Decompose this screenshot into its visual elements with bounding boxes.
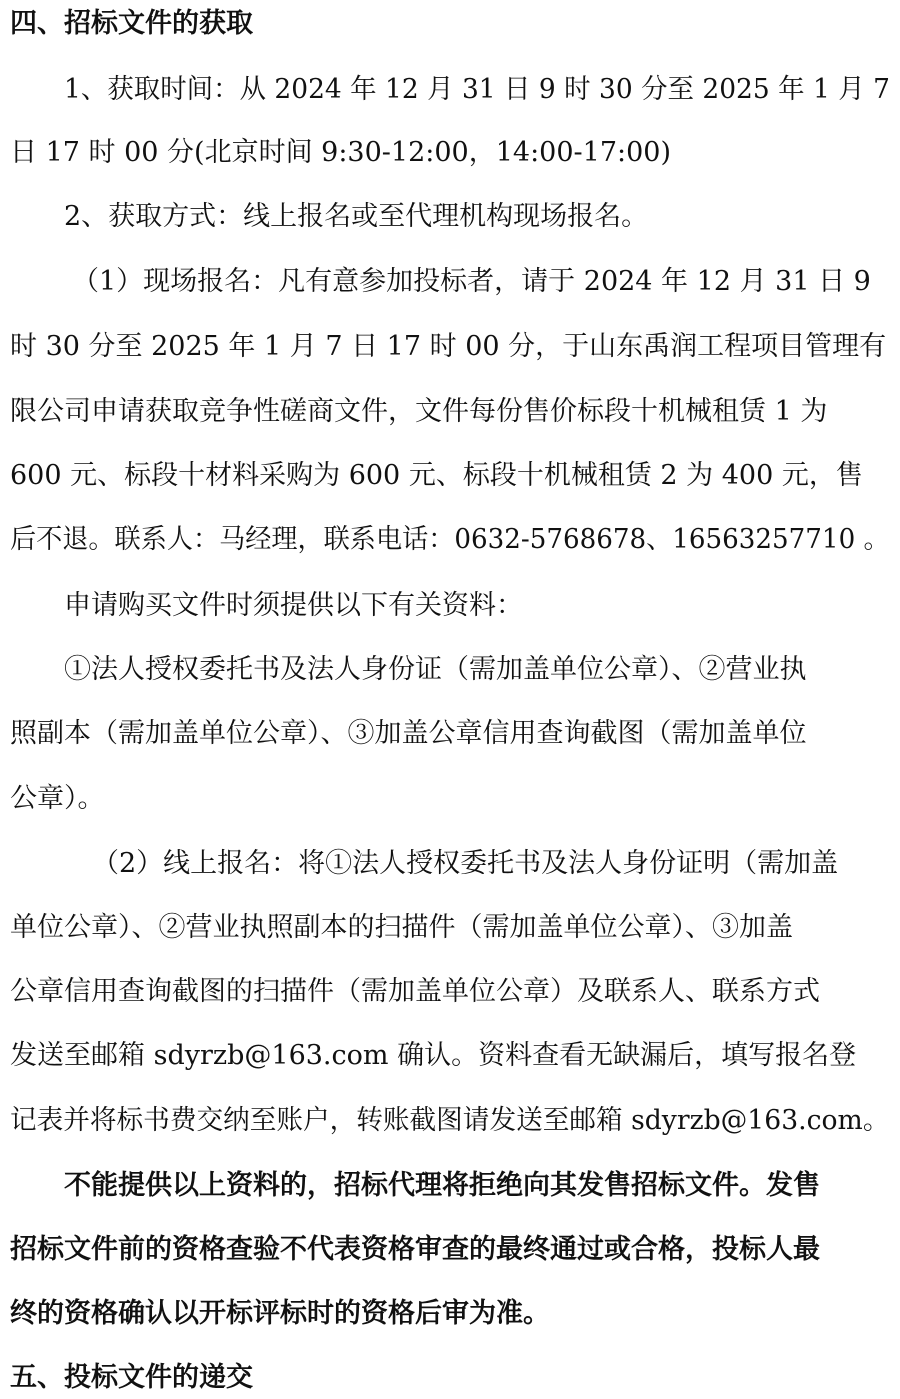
online-registration-line-2: 单位公章）、②营业执照副本的扫描件（需加盖单位公章）、③加盖: [10, 912, 793, 943]
acquire-method-line: 2、获取方式：线上报名或至代理机构现场报名。: [64, 201, 649, 232]
onsite-registration-line-3: 限公司申请获取竞争性磋商文件，文件每份售价标段十机械租赁 1 为: [10, 396, 828, 427]
eligibility-notice-line-1: 不能提供以上资料的，招标代理将拒绝向其发售招标文件。发售: [64, 1170, 820, 1201]
section-heading-4: 四、招标文件的获取: [10, 8, 253, 39]
required-materials-line-3: 公章）。: [10, 783, 105, 814]
section-heading-5: 五、投标文件的递交: [10, 1362, 253, 1393]
online-registration-line-3: 公章信用查询截图的扫描件（需加盖单位公章）及联系人、联系方式: [10, 976, 820, 1007]
required-materials-line-2: 照副本（需加盖单位公章）、③加盖公章信用查询截图（需加盖单位: [10, 718, 807, 749]
acquire-time-line-1: 1、获取时间：从 2024 年 12 月 31 日 9 时 30 分至 2025 年 1 月 7: [64, 74, 890, 105]
eligibility-notice-line-3: 终的资格确认以开标评标时的资格后审为准。: [10, 1298, 550, 1329]
acquire-time-line-2: 日 17 时 00 分(北京时间 9:30-12:00，14:00-17:00): [10, 137, 671, 168]
eligibility-notice-line-2: 招标文件前的资格查验不代表资格审查的最终通过或合格，投标人最: [10, 1234, 820, 1265]
onsite-registration-line-2: 时 30 分至 2025 年 1 月 7 日 17 时 00 分，于山东禹润工程项目管理有: [10, 331, 887, 362]
online-registration-line-1: （2）线上报名：将①法人授权委托书及法人身份证明（需加盖: [92, 848, 839, 879]
required-materials-intro: 申请购买文件时须提供以下有关资料：: [64, 590, 523, 621]
online-registration-line-5: 记表并将标书费交纳至账户，转账截图请发送至邮箱 sdyrzb@163.com。: [10, 1105, 890, 1136]
required-materials-line-1: ①法人授权委托书及法人身份证（需加盖单位公章）、②营业执: [64, 654, 807, 685]
onsite-registration-line-4: 600 元、标段十材料采购为 600 元、标段十机械租赁 2 为 400 元，售: [10, 460, 863, 491]
onsite-registration-line-1: （1）现场报名：凡有意参加投标者，请于 2024 年 12 月 31 日 9: [72, 266, 871, 297]
onsite-registration-line-5: 后不退。联系人：马经理，联系电话：0632-5768678、16563257710 。: [10, 524, 890, 555]
online-registration-line-4: 发送至邮箱 sdyrzb@163.com 确认。资料查看无缺漏后，填写报名登: [10, 1040, 857, 1071]
